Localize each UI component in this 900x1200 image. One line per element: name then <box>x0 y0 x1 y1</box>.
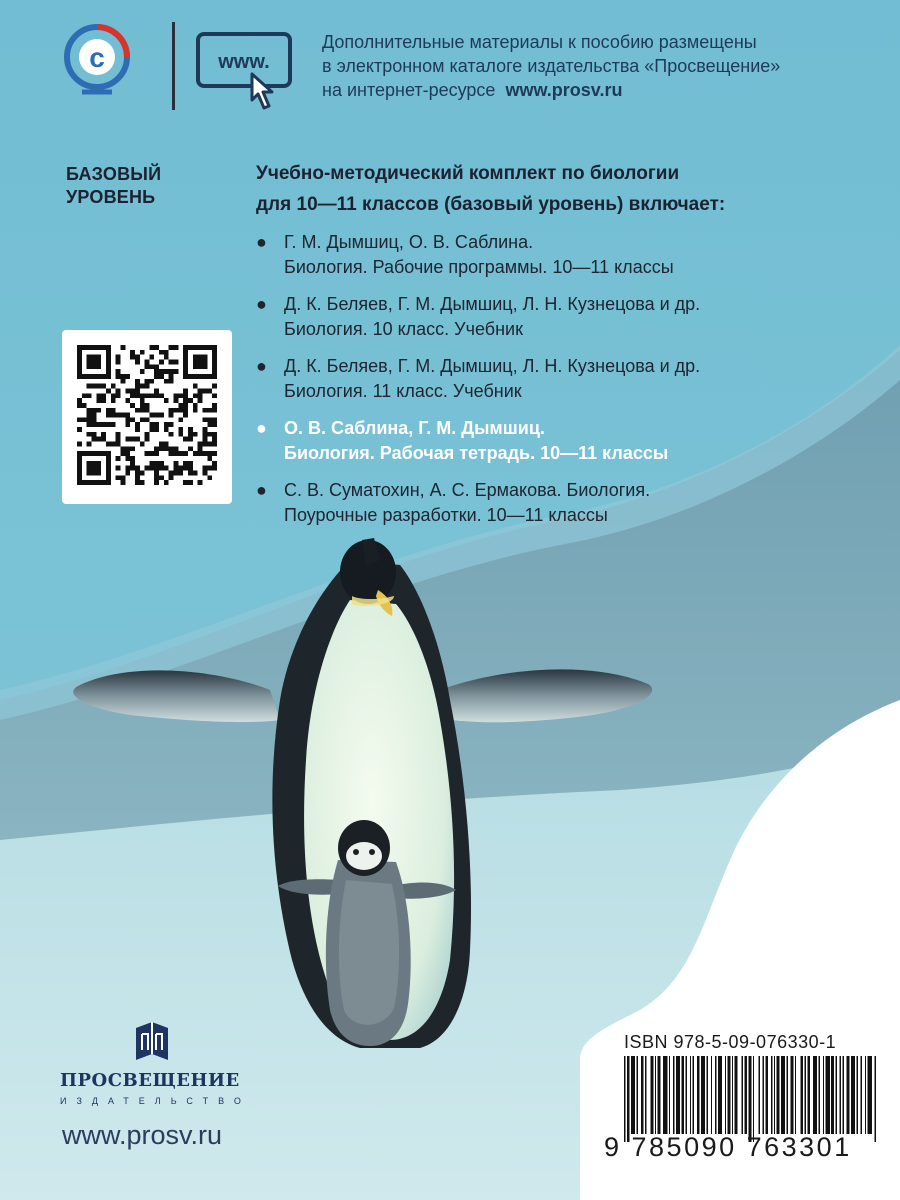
book-authors: Д. К. Беляев, Г. М. Дымшиц, Л. Н. Кузнецова и др. <box>284 356 701 376</box>
isbn-barcode <box>622 1056 880 1142</box>
bullet-icon: ● <box>256 356 267 376</box>
publisher-name: ПРОСВЕЩЕНИЕ <box>60 1070 240 1091</box>
book-title: Поурочные разработки. 10—11 классы <box>284 505 608 525</box>
kit-title <box>256 158 886 220</box>
kit-book-list <box>252 230 892 540</box>
book-authors: Г. М. Дымшиц, О. В. Саблина. <box>284 232 534 252</box>
qr-code[interactable] <box>77 345 217 485</box>
www-hand-cursor-icon <box>196 30 296 114</box>
book-authors: О. В. Саблина, Г. М. Дымшиц. <box>284 418 545 438</box>
info-line-3 <box>322 78 882 102</box>
book-authors: С. В. Суматохин, А. С. Ермакова. Биология. <box>284 480 651 500</box>
kit-title-line-1: Учебно-методический комплект по биологии <box>256 163 680 184</box>
www-badge-text: www. <box>218 51 270 73</box>
publisher-subtitle: ИЗДАТЕЛЬСТВО <box>60 1096 251 1106</box>
book-item <box>252 230 892 280</box>
info-line-2: в электронном каталоге издательства «Просвещение» <box>322 56 781 76</box>
bullet-icon: ● <box>256 480 267 500</box>
kit-title-line-2: для 10—11 классов (базовый уровень) включает: <box>256 194 726 215</box>
book-title: Биология. 11 класс. Учебник <box>284 381 522 401</box>
info-url[interactable]: www.prosv.ru <box>505 80 623 100</box>
level-label <box>66 163 186 209</box>
publisher-site[interactable]: www.prosv.ru <box>62 1120 223 1150</box>
bullet-icon: ● <box>256 294 267 314</box>
book-item <box>252 478 892 528</box>
prosveshchenie-book-logo <box>132 1020 172 1064</box>
header-divider <box>172 22 175 110</box>
level-line-1: БАЗОВЫЙ <box>66 164 162 184</box>
prosveshchenie-circle-logo <box>62 22 132 102</box>
qr-card <box>62 330 232 504</box>
book-title: Биология. 10 класс. Учебник <box>284 319 523 339</box>
isbn-label: ISBN 978-5-09-076330-1 <box>624 1032 837 1052</box>
book-title: Биология. Рабочие программы. 10—11 классы <box>284 257 674 277</box>
level-line-2: УРОВЕНЬ <box>66 187 156 207</box>
book-item <box>252 354 892 404</box>
bullet-icon: ● <box>256 418 267 438</box>
book-item <box>252 292 892 342</box>
book-authors: Д. К. Беляев, Г. М. Дымшиц, Л. Н. Кузнецова и др. <box>284 294 701 314</box>
book-item-highlighted <box>252 416 892 466</box>
bullet-icon: ● <box>256 232 267 252</box>
book-title: Биология. Рабочая тетрадь. 10—11 классы <box>284 443 669 463</box>
isbn-digits: 9 785090 763301 <box>604 1132 852 1162</box>
info-line-3-text: на интернет-ресурсе <box>322 80 496 100</box>
online-materials-note <box>322 30 882 102</box>
info-line-1: Дополнительные материалы к пособию размещены <box>322 32 757 52</box>
svg-text:c: c <box>89 42 105 73</box>
